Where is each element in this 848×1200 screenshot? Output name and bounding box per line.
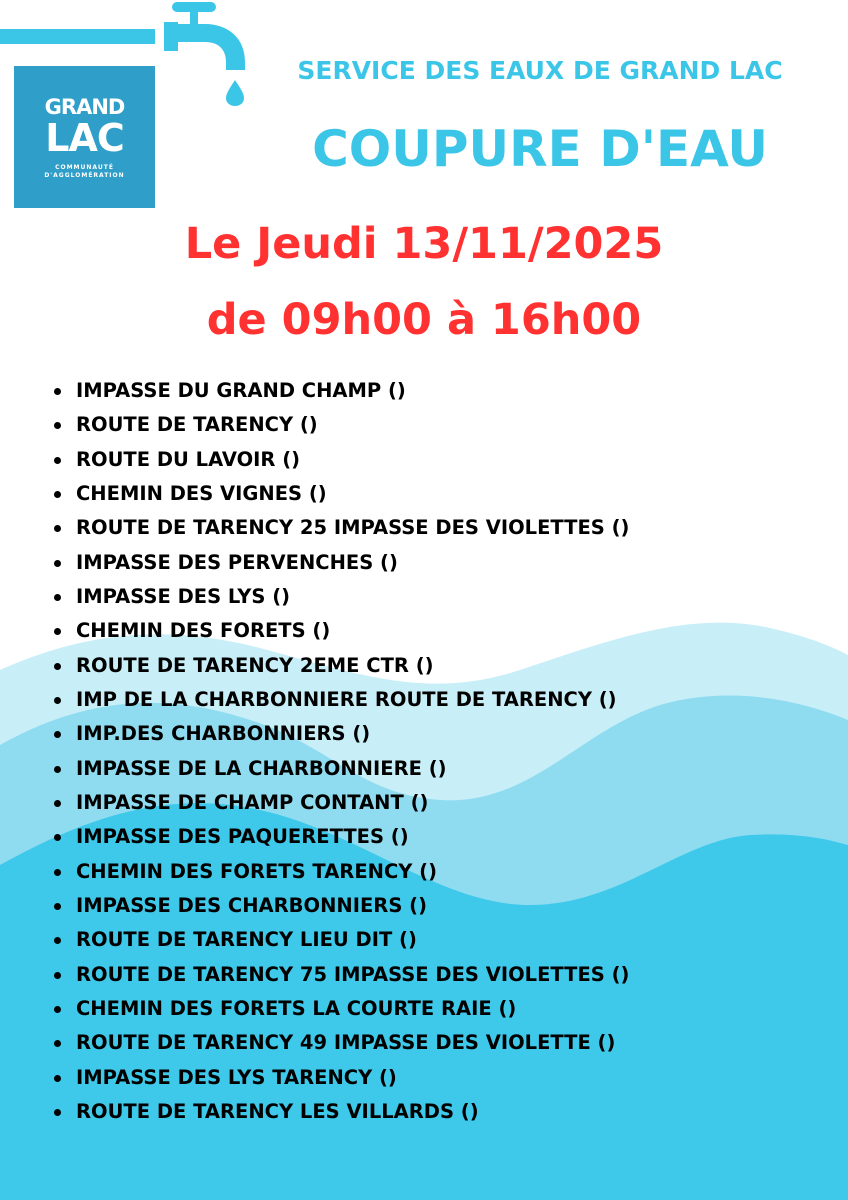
street-name: CHEMIN DES VIGNES () — [76, 481, 327, 505]
bullet-dot — [54, 457, 61, 464]
bullet-dot — [54, 903, 61, 910]
bullet-dot — [54, 937, 61, 944]
street-name: ROUTE DE TARENCY 2EME CTR () — [76, 653, 434, 677]
street-name: IMPASSE DU GRAND CHAMP () — [76, 379, 406, 402]
bullet-dot — [54, 525, 61, 532]
grand-lac-logo — [14, 66, 155, 208]
bullet-dot — [54, 972, 61, 979]
logo-text-lac: LAC — [45, 116, 124, 160]
bullet-dot — [54, 1040, 61, 1047]
street-list-item — [48, 374, 629, 408]
logo-text-agglomeration: D'AGGLOMÉRATION — [44, 172, 125, 179]
street-name: CHEMIN DES FORETS () — [76, 619, 331, 643]
street-name: ROUTE DE TARENCY 25 IMPASSE DES VIOLETTES () — [76, 516, 630, 540]
outage-date: Le Jeudi 13/11/2025 — [184, 219, 664, 269]
bullet-dot — [54, 388, 61, 395]
street-name: IMP DE LA CHARBONNIERE ROUTE DE TARENCY () — [76, 687, 617, 711]
street-list-item — [48, 992, 629, 1026]
street-list-item — [48, 546, 629, 580]
bullet-dot — [54, 560, 61, 567]
street-list-item — [48, 649, 629, 683]
street-name: IMPASSE DES LYS TARENCY () — [76, 1065, 397, 1089]
bullet-dot — [54, 422, 61, 429]
street-name: CHEMIN DES FORETS TARENCY () — [76, 859, 438, 883]
bullet-dot — [54, 869, 61, 876]
street-name: ROUTE DE TARENCY () — [76, 413, 318, 437]
logo-text-communaute: COMMUNAUTÉ — [55, 164, 114, 171]
bullet-dot — [54, 1109, 61, 1116]
street-list-item — [48, 889, 629, 923]
street-list-item — [48, 855, 629, 889]
bullet-dot — [54, 800, 61, 807]
bullet-dot — [54, 697, 61, 704]
bullet-dot — [54, 1075, 61, 1082]
street-list-item — [48, 717, 629, 751]
street-name: IMPASSE DES PERVENCHES () — [76, 550, 398, 574]
notice-headline: COUPURE D'EAU — [312, 120, 768, 178]
street-list-item — [48, 408, 629, 442]
bullet-dot — [54, 663, 61, 670]
service-name: SERVICE DES EAUX DE GRAND LAC — [297, 56, 783, 85]
outage-hours: de 09h00 à 16h00 — [206, 295, 642, 345]
street-name: CHEMIN DES FORETS LA COURTE RAIE () — [76, 996, 517, 1020]
logo-text-grand: GRAND — [44, 95, 125, 119]
street-name: ROUTE DE TARENCY 75 IMPASSE DES VIOLETTES () — [76, 962, 630, 986]
street-name: ROUTE DU LAVOIR () — [76, 447, 301, 471]
bullet-dot — [54, 731, 61, 738]
street-name: IMPASSE DES PAQUERETTES () — [76, 825, 409, 849]
street-name: ROUTE DE TARENCY LIEU DIT () — [76, 928, 417, 952]
street-list-item — [48, 580, 629, 614]
street-list-item — [48, 1095, 629, 1129]
street-name: IMPASSE DE CHAMP CONTANT () — [76, 790, 429, 814]
bullet-dot — [54, 594, 61, 601]
street-list-item — [48, 614, 629, 648]
street-name: IMP.DES CHARBONNIERS () — [76, 722, 371, 746]
affected-streets-list — [48, 374, 629, 1129]
bullet-dot — [54, 491, 61, 498]
street-name: IMPASSE DES LYS () — [76, 584, 291, 608]
bullet-dot — [54, 1006, 61, 1013]
street-name: ROUTE DE TARENCY 49 IMPASSE DES VIOLETTE () — [76, 1031, 616, 1055]
street-list-item — [48, 1026, 629, 1060]
bullet-dot — [54, 628, 61, 635]
street-list-item — [48, 752, 629, 786]
street-name: IMPASSE DES CHARBONNIERS () — [76, 893, 427, 917]
water-drop-icon — [226, 80, 244, 106]
bullet-dot — [54, 766, 61, 773]
street-name: IMPASSE DE LA CHARBONNIERE () — [76, 756, 447, 780]
street-list-item — [48, 683, 629, 717]
street-list-item — [48, 820, 629, 854]
street-list-item — [48, 511, 629, 545]
street-name: ROUTE DE TARENCY LES VILLARDS () — [76, 1099, 479, 1123]
street-list-item — [48, 923, 629, 957]
street-list-item — [48, 477, 629, 511]
street-list-item — [48, 1061, 629, 1095]
street-list-item — [48, 786, 629, 820]
bullet-dot — [54, 834, 61, 841]
street-list-item — [48, 443, 629, 477]
street-list-item — [48, 958, 629, 992]
